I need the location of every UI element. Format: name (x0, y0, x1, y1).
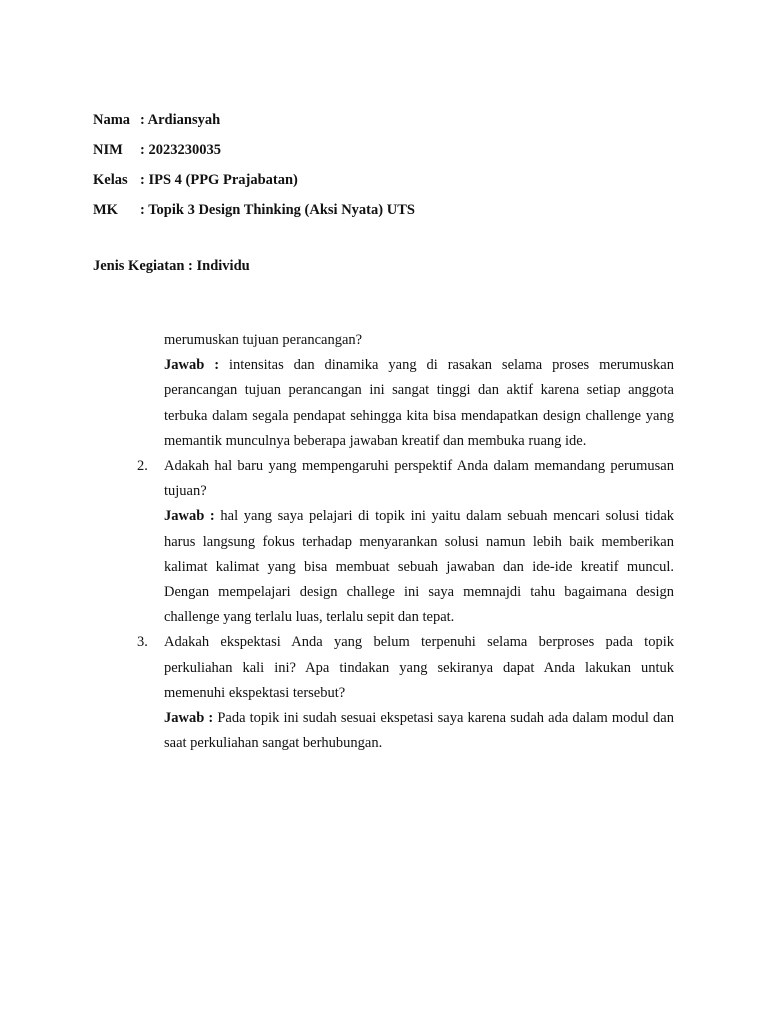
question-3-text: Adakah ekspektasi Anda yang belum terpenuhi selama berproses pada topik perkuliahan kali ini? Apa tindakan yang sekiranya dapat Anda lakukan untuk memenuhi ekspektasi tersebut? (164, 634, 674, 701)
answer-3 (164, 706, 674, 756)
answer-2-text: hal yang saya pelajari di topik ini yaitu dalam sebuah mencari solusi tidak harus langsung fokus terhadap menyarankan solusi namun lebih baik memberikan kalimat kalimat yang bisa membuat sebuah jawaban dan ide-ide kreatif muncul. Dengan mempelajari design challege ini saya memnajdi tahu bagaimana design challenge yang terlalu luas, terlalu sepit dan tepat. (164, 508, 674, 626)
info-row-nim (93, 140, 415, 170)
question-3-number: 3. (137, 634, 148, 651)
reflection-body (137, 328, 674, 756)
mk-value: : Topik 3 Design Thinking (Aksi Nyata) UTS (140, 202, 415, 218)
activity-type: Jenis Kegiatan : Individu (93, 258, 250, 274)
question-1-tail: merumuskan tujuan perancangan? (164, 332, 363, 348)
nama-value: : Ardiansyah (140, 112, 221, 128)
question-2 (137, 454, 674, 504)
answer-1-label: Jawab : (164, 357, 220, 374)
info-row-mk (93, 200, 415, 230)
answer-1-text: intensitas dan dinamika yang di rasakan selama proses merumuskan perancangan tujuan perancangan ini sangat tinggi dan aktif karena setiap anggota terbuka dalam segala pendapat sehingga kita bisa mendapatkan design challenge yang memantik munculnya beberapa jawaban kreatif dan membuka ruang ide. (164, 357, 674, 449)
answer-2-label: Jawab : (164, 508, 215, 525)
nama-label: Nama (93, 112, 131, 128)
answer-1 (164, 353, 674, 454)
info-row-nama (93, 110, 415, 140)
nim-value: : 2023230035 (140, 142, 221, 158)
answer-3-label: Jawab : (164, 710, 214, 727)
student-info (93, 110, 415, 230)
answer-3-text: Pada topik ini sudah sesuai ekspetasi saya karena sudah ada dalam modul dan saat perkuliahan sangat berhubungan. (164, 710, 674, 752)
question-2-number: 2. (137, 458, 148, 475)
question-2-text: Adakah hal baru yang mempengaruhi perspektif Anda dalam memandang perumusan tujuan? (164, 458, 674, 500)
nim-label: NIM (93, 142, 123, 158)
kelas-value: : IPS 4 (PPG Prajabatan) (140, 172, 298, 188)
kelas-label: Kelas (93, 172, 128, 188)
answer-2 (164, 504, 674, 630)
question-3 (137, 630, 674, 706)
info-row-kelas (93, 170, 415, 200)
mk-label: MK (93, 202, 118, 218)
